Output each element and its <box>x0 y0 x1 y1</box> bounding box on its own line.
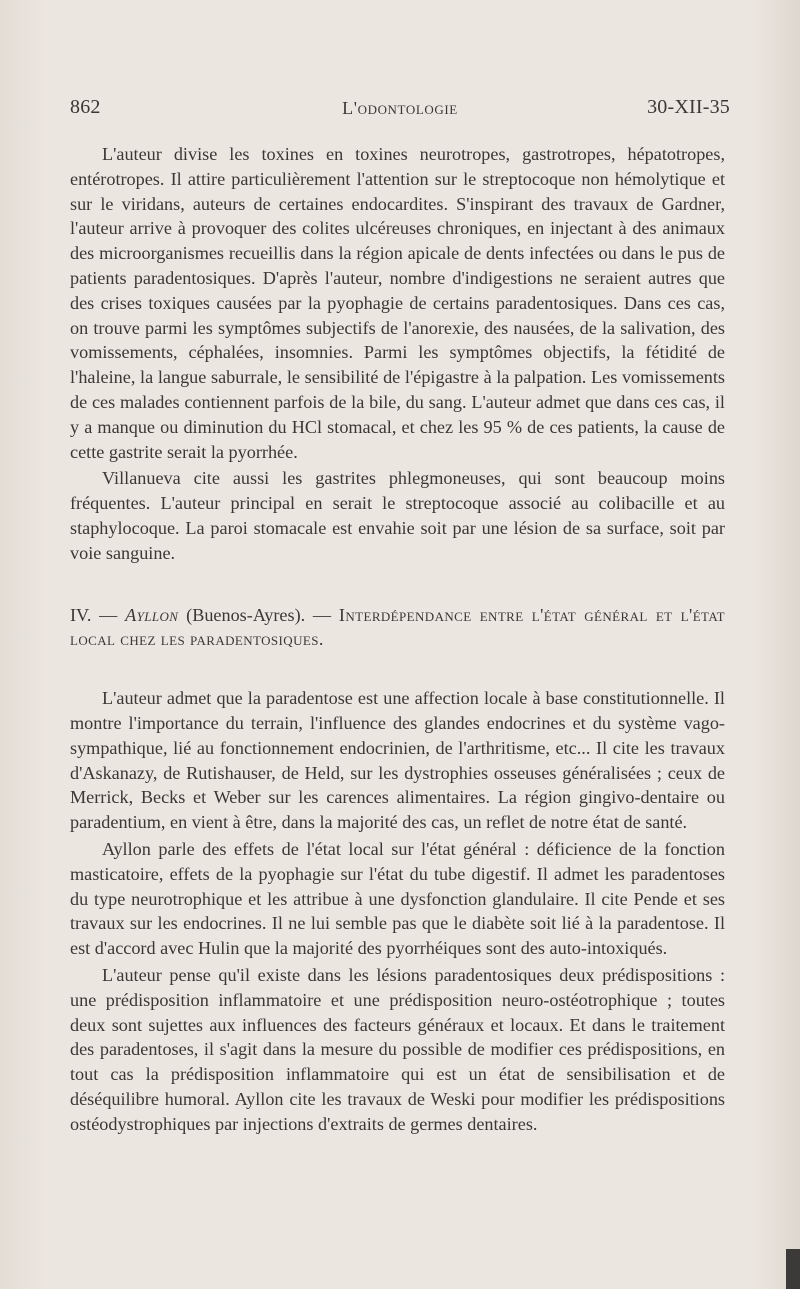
section-place: (Buenos-Ayres). — <box>186 604 332 625</box>
body-text <box>70 142 725 1136</box>
section-author: Ayllon <box>125 604 179 625</box>
journal-title: L'odontologie <box>342 98 458 118</box>
issue-date: 30-XII-35 <box>647 96 730 118</box>
section-number: IV. — <box>70 604 118 625</box>
paragraph: Ayllon parle des effets de l'état local sur l'état général : déficience de la fonction masticatoire, effets de la pyophagie sur l'état du tube digestif. Il admet les paradentoses du type neurotrophique et les attribue à une dysfonction glandulaire. Il cite Pende et ses travaux sur les endocrines. Il ne lui semble pas que le diabète soit lié à la paradentose. Il est d'accord avec Hulin que la majorité des pyorrhéiques sont des auto-intoxiqués. <box>70 838 725 959</box>
paragraph: L'auteur admet que la paradentose est une affection locale à base constitutionnelle. Il montre l'importance du terrain, l'influence des glandes endocrines et du système vago-sympathique, lié au fonctionnement endocrinien, de l'arthritisme, etc... Il cite les travaux d'Askanazy, de Rutishauser, de Held, sur les dystrophies osseuses généralisées ; ceux de Merrick, Becks et Weber sur les carences alimentaires. La région gingivo-dentaire ou paradentium, en vient à être, dans la majorité des cas, un reflet de notre état de santé. <box>70 688 725 833</box>
paragraph: L'auteur divise les toxines en toxines neurotropes, gastrotropes, hépatotropes, entérotropes. Il attire particulièrement l'attention sur le streptocoque non hémolytique et sur le viridans, auteurs de certaines endocardites. S'inspirant des travaux de Gardner, l'auteur arrive à provoquer des colites ulcéreuses chroniques, en injectant à des animaux des microorganismes recueillis dans la région apicale de dents infectées ou dans le pus de patients paradentosiques. D'après l'auteur, nombre d'indigestions ne seraient autres que des crises toxiques causées par la pyophagie de certains paradentosiques. Dans ces cas, on trouve parmi les symptômes subjectifs de l'anorexie, des nausées, de la salivation, des vomissements, céphalées, insomnies. Parmi les symptômes objectifs, la fétidité de l'haleine, la langue saburrale, le sensibilité de l'épigastre à la palpation. Les vomissements de ces malades contiennent parfois de la bile, du sang. L'auteur admet que dans ces cas, il y a manque ou diminution du HCl stomacal, et chez les 95 % de ces patients, la cause de cette gastrite serait la pyorrhée. <box>70 144 725 462</box>
scan-edge-shadow <box>786 1249 800 1289</box>
running-header <box>70 96 730 126</box>
section-heading <box>70 603 725 653</box>
page-number: 862 <box>70 96 101 118</box>
section-title: Interdépendance entre l'état général et l'état local chez les paradentosiques. <box>70 604 726 650</box>
paragraph: L'auteur pense qu'il existe dans les lésions paradentosiques deux prédispositions : une prédisposition inflammatoire et une prédisposition neuro-ostéotrophique ; toutes deux sont sujettes aux influences des facteurs généraux et locaux. Et dans le traitement des paradentoses, il s'agit dans la mesure du possible de modifier ces prédispositions, en tout cas la prédisposition inflammatoire qui est un état de sensibilisation et de déséquilibre humoral. Ayllon cite les travaux de Weski pour modifier les prédispositions ostéodystrophiques par injections d'extraits de germes dentaires. <box>70 964 725 1134</box>
paragraph: Villanueva cite aussi les gastrites phlegmoneuses, qui sont beaucoup moins fréquentes. L'auteur principal en serait le streptocoque associé au colibacille et au staphylocoque. La paroi stomacale est envahie soit par une lésion de sa surface, soit par voie sanguine. <box>70 468 725 563</box>
